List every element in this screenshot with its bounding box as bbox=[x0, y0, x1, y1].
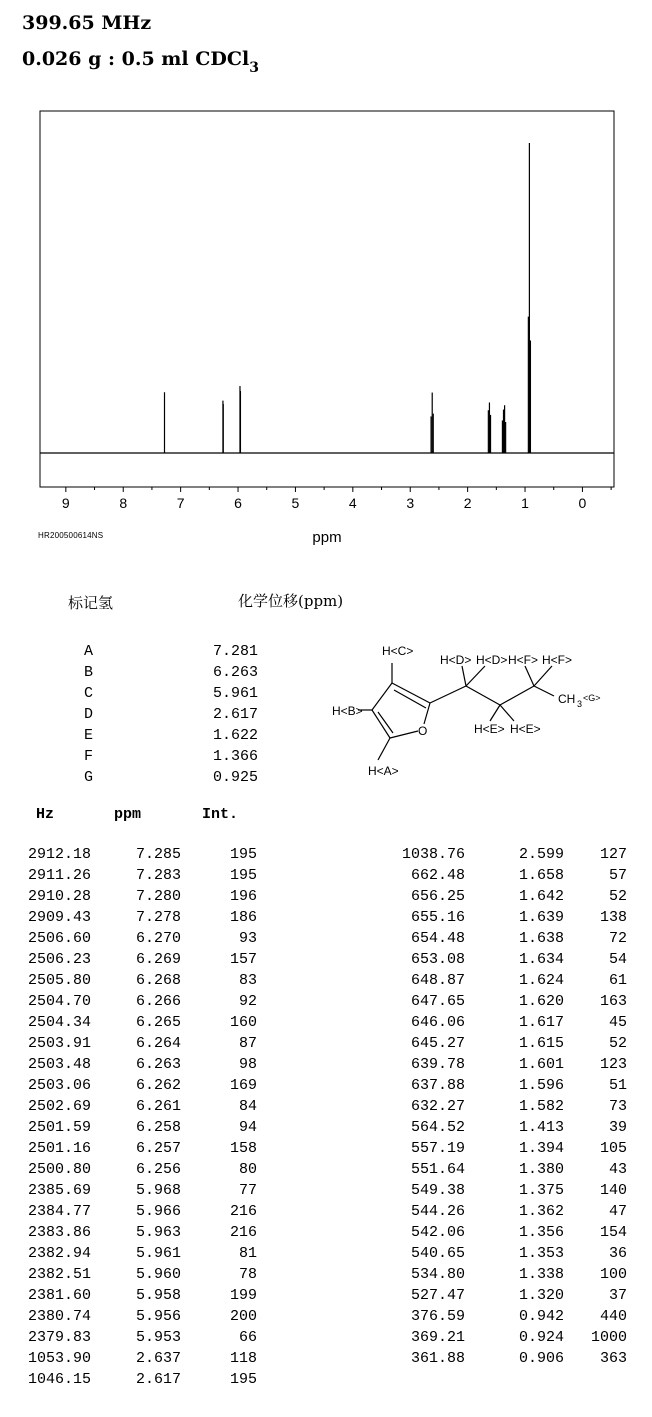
peak-ppm-cell: 6.261 bbox=[135, 1098, 181, 1115]
peak-ppm-cell: 6.262 bbox=[135, 1077, 181, 1094]
peak-hz-cell: 2911.26 bbox=[27, 867, 91, 884]
peak-table-row bbox=[0, 1140, 652, 1158]
assignment-label: A bbox=[84, 643, 94, 660]
peak-ppm-cell: 6.269 bbox=[135, 951, 181, 968]
peak-int-cell: 54 bbox=[608, 951, 627, 968]
peak-ppm-cell: 2.617 bbox=[135, 1371, 181, 1388]
peak-hz-cell: 2506.60 bbox=[27, 930, 91, 947]
peak-table-row bbox=[0, 1098, 652, 1116]
peak-hz-cell: 2381.60 bbox=[27, 1287, 91, 1304]
assignment-shift: 2.617 bbox=[212, 706, 258, 723]
peak-table-row bbox=[0, 1329, 652, 1347]
peak-int-cell: 81 bbox=[238, 1245, 257, 1262]
label-hd2: H<D> bbox=[476, 653, 508, 667]
x-axis-tick-label: 3 bbox=[406, 495, 415, 511]
peak-hz-cell: 2503.48 bbox=[27, 1056, 91, 1073]
peak-int-cell: 138 bbox=[599, 909, 627, 926]
peak-table-row bbox=[0, 1161, 652, 1179]
label-he2: H<E> bbox=[510, 722, 541, 736]
peak-hz-cell: 656.25 bbox=[410, 888, 465, 905]
x-axis-ticks bbox=[62, 487, 611, 511]
peak-int-cell: 61 bbox=[608, 972, 627, 989]
bond-chain-1 bbox=[430, 686, 466, 703]
assignment-label: G bbox=[84, 769, 94, 786]
assignment-shift: 0.925 bbox=[212, 769, 258, 786]
peak-hz-cell: 527.47 bbox=[410, 1287, 465, 1304]
peak-ppm-cell: 1.362 bbox=[518, 1203, 564, 1220]
peak-int-cell: 186 bbox=[229, 909, 257, 926]
x-axis-tick-label: 1 bbox=[521, 495, 529, 511]
label-hc: H<C> bbox=[382, 644, 414, 658]
x-axis-tick-label: 8 bbox=[119, 495, 128, 511]
peak-ppm-cell: 6.258 bbox=[135, 1119, 181, 1136]
peak-int-cell: 169 bbox=[229, 1077, 257, 1094]
assignment-shift-header: 化学位移(ppm) bbox=[238, 592, 344, 610]
peak-int-cell: 216 bbox=[229, 1203, 257, 1220]
peak-int-cell: 43 bbox=[608, 1161, 627, 1178]
label-ha: H<A> bbox=[368, 764, 399, 778]
peak-ppm-cell: 5.958 bbox=[135, 1287, 181, 1304]
peak-hz-cell: 648.87 bbox=[410, 972, 465, 989]
peak-hz-cell: 662.48 bbox=[410, 867, 465, 884]
label-ch3-sub: 3 bbox=[577, 699, 583, 709]
peak-hz-cell: 551.64 bbox=[410, 1161, 465, 1178]
peak-int-cell: 37 bbox=[608, 1287, 627, 1304]
peak-int-cell: 200 bbox=[229, 1308, 257, 1325]
peak-ppm-cell: 7.285 bbox=[135, 846, 181, 863]
peak-ppm-cell: 1.320 bbox=[518, 1287, 564, 1304]
peak-hz-cell: 2504.34 bbox=[27, 1014, 91, 1031]
nmr-spectrum-chart bbox=[0, 100, 652, 550]
peak-ppm-cell: 5.968 bbox=[135, 1182, 181, 1199]
peak-hz-cell: 2502.69 bbox=[27, 1098, 91, 1115]
peak-int-cell: 73 bbox=[608, 1098, 627, 1115]
peak-table-row bbox=[0, 1203, 652, 1221]
peak-table-row bbox=[0, 993, 652, 1011]
peak-ppm-cell: 7.278 bbox=[135, 909, 181, 926]
peak-ppm-cell: 2.599 bbox=[518, 846, 564, 863]
peak-ppm-cell: 1.642 bbox=[518, 888, 564, 905]
peak-table-row bbox=[0, 1056, 652, 1074]
peak-int-cell: 216 bbox=[229, 1224, 257, 1241]
x-axis-label: ppm bbox=[312, 529, 342, 546]
peak-ppm-cell: 5.961 bbox=[135, 1245, 181, 1262]
peak-hz-cell: 2501.16 bbox=[27, 1140, 91, 1157]
peak-table-row bbox=[0, 1245, 652, 1263]
bond-hd1 bbox=[462, 666, 466, 686]
peak-ppm-cell: 1.624 bbox=[518, 972, 564, 989]
label-hb: H<B> bbox=[332, 704, 363, 718]
bond-chain-2 bbox=[466, 686, 500, 705]
bond-he1 bbox=[490, 705, 500, 721]
peak-int-cell: 39 bbox=[608, 1119, 627, 1136]
peak-ppm-cell: 5.956 bbox=[135, 1308, 181, 1325]
peak-int-cell: 47 bbox=[608, 1203, 627, 1220]
peak-int-cell: 100 bbox=[599, 1266, 627, 1283]
assignment-label-header: 标记氢 bbox=[68, 594, 114, 612]
peak-ppm-cell: 1.638 bbox=[518, 930, 564, 947]
peak-ppm-cell: 6.257 bbox=[135, 1140, 181, 1157]
peak-int-cell: 158 bbox=[229, 1140, 257, 1157]
peak-hz-cell: 2505.80 bbox=[27, 972, 91, 989]
label-g: <G> bbox=[583, 693, 601, 703]
peak-int-cell: 87 bbox=[238, 1035, 257, 1052]
peak-hz-cell: 2383.86 bbox=[27, 1224, 91, 1241]
assignment-label: E bbox=[84, 727, 94, 744]
peak-ppm-cell: 1.639 bbox=[518, 909, 564, 926]
peak-int-cell: 160 bbox=[229, 1014, 257, 1031]
x-axis-tick-label: 5 bbox=[291, 495, 300, 511]
peak-hz-cell: 653.08 bbox=[410, 951, 465, 968]
peak-ppm-cell: 2.637 bbox=[135, 1350, 181, 1367]
peak-table-row bbox=[0, 909, 652, 927]
sample-description bbox=[22, 48, 259, 76]
peak-ppm-cell: 1.615 bbox=[518, 1035, 564, 1052]
peak-ppm-cell: 0.924 bbox=[518, 1329, 564, 1346]
peak-table-row bbox=[0, 1371, 652, 1389]
sample-subscript: 3 bbox=[249, 60, 259, 76]
bond-he2 bbox=[500, 705, 514, 721]
peak-hz-cell: 540.65 bbox=[410, 1245, 465, 1262]
assignment-shift: 1.366 bbox=[212, 748, 258, 765]
peak-table-row bbox=[0, 951, 652, 969]
peak-table-row bbox=[0, 1266, 652, 1284]
spectrometer-frequency: 399.65 MHz bbox=[22, 12, 152, 34]
peak-hz-cell: 2909.43 bbox=[27, 909, 91, 926]
peak-ppm-cell: 6.268 bbox=[135, 972, 181, 989]
assignment-shift: 5.961 bbox=[212, 685, 258, 702]
label-hf2: H<F> bbox=[542, 653, 573, 667]
peak-hz-cell: 2504.70 bbox=[27, 993, 91, 1010]
peak-hz-cell: 2500.80 bbox=[27, 1161, 91, 1178]
peak-int-cell: 66 bbox=[238, 1329, 257, 1346]
peak-hz-cell: 2379.83 bbox=[27, 1329, 91, 1346]
peak-hz-cell: 2382.51 bbox=[27, 1266, 91, 1283]
peak-hz-cell: 549.38 bbox=[410, 1182, 465, 1199]
peak-table-hz-header: Hz bbox=[36, 806, 55, 823]
bond-hf2 bbox=[534, 666, 552, 686]
peak-table-row bbox=[0, 1077, 652, 1095]
peak-hz-cell: 361.88 bbox=[410, 1350, 465, 1367]
peak-ppm-cell: 1.658 bbox=[518, 867, 564, 884]
peak-ppm-cell: 5.966 bbox=[135, 1203, 181, 1220]
peak-hz-cell: 557.19 bbox=[410, 1140, 465, 1157]
peak-hz-cell: 376.59 bbox=[410, 1308, 465, 1325]
peak-int-cell: 440 bbox=[599, 1308, 627, 1325]
peak-ppm-cell: 6.270 bbox=[135, 930, 181, 947]
peak-ppm-cell: 0.906 bbox=[518, 1350, 564, 1367]
peak-ppm-cell: 6.266 bbox=[135, 993, 181, 1010]
peak-int-cell: 363 bbox=[599, 1350, 627, 1367]
peak-hz-cell: 654.48 bbox=[410, 930, 465, 947]
peak-ppm-cell: 1.338 bbox=[518, 1266, 564, 1283]
peak-ppm-cell: 1.375 bbox=[518, 1182, 564, 1199]
peak-table-row bbox=[0, 888, 652, 906]
label-hf1: H<F> bbox=[508, 653, 539, 667]
peak-ppm-cell: 1.617 bbox=[518, 1014, 564, 1031]
bond-c0-o bbox=[390, 731, 418, 738]
peak-int-cell: 195 bbox=[229, 867, 257, 884]
assignment-label: B bbox=[84, 664, 94, 681]
peak-table-row bbox=[0, 1350, 652, 1368]
peak-hz-cell: 2912.18 bbox=[27, 846, 91, 863]
label-hd1: H<D> bbox=[440, 653, 472, 667]
peak-ppm-cell: 5.953 bbox=[135, 1329, 181, 1346]
peak-ppm-cell: 1.413 bbox=[518, 1119, 564, 1136]
peak-ppm-cell: 1.380 bbox=[518, 1161, 564, 1178]
peak-hz-cell: 655.16 bbox=[410, 909, 465, 926]
peak-ppm-cell: 5.963 bbox=[135, 1224, 181, 1241]
peak-table-row bbox=[0, 972, 652, 990]
peak-int-cell: 51 bbox=[608, 1077, 627, 1094]
peak-ppm-cell: 1.394 bbox=[518, 1140, 564, 1157]
peak-ppm-cell: 6.256 bbox=[135, 1161, 181, 1178]
peak-table-row bbox=[0, 1119, 652, 1137]
peak-hz-cell: 639.78 bbox=[410, 1056, 465, 1073]
peak-int-cell: 195 bbox=[229, 1371, 257, 1388]
peak-table-row bbox=[0, 867, 652, 885]
x-axis-tick-label: 0 bbox=[578, 495, 587, 511]
peak-hz-cell: 1053.90 bbox=[27, 1350, 91, 1367]
peak-ppm-cell: 1.634 bbox=[518, 951, 564, 968]
assignment-shift: 7.281 bbox=[212, 643, 258, 660]
peak-int-cell: 52 bbox=[608, 888, 627, 905]
peak-ppm-cell: 6.265 bbox=[135, 1014, 181, 1031]
peak-int-cell: 199 bbox=[229, 1287, 257, 1304]
peak-int-cell: 80 bbox=[238, 1161, 257, 1178]
peak-hz-cell: 2503.91 bbox=[27, 1035, 91, 1052]
peak-table-int-header: Int. bbox=[202, 806, 239, 823]
peak-int-cell: 84 bbox=[238, 1098, 257, 1115]
peak-hz-cell: 2380.74 bbox=[27, 1308, 91, 1325]
bond-chain-3 bbox=[500, 686, 534, 705]
assignment-shift: 6.263 bbox=[212, 664, 258, 681]
peak-int-cell: 154 bbox=[599, 1224, 627, 1241]
peak-hz-cell: 2506.23 bbox=[27, 951, 91, 968]
x-axis-tick-label: 4 bbox=[348, 495, 357, 511]
molecule-structure bbox=[320, 638, 620, 788]
peak-hz-cell: 534.80 bbox=[410, 1266, 465, 1283]
peak-int-cell: 94 bbox=[238, 1119, 257, 1136]
peak-int-cell: 72 bbox=[608, 930, 627, 947]
molecule-bonds bbox=[358, 663, 554, 760]
assignment-label: F bbox=[84, 748, 94, 765]
peak-int-cell: 163 bbox=[599, 993, 627, 1010]
label-o: O bbox=[418, 724, 428, 738]
peak-ppm-cell: 1.596 bbox=[518, 1077, 564, 1094]
x-axis-tick-label: 2 bbox=[463, 495, 472, 511]
peak-hz-cell: 646.06 bbox=[410, 1014, 465, 1031]
peak-int-cell: 83 bbox=[238, 972, 257, 989]
peak-int-cell: 195 bbox=[229, 846, 257, 863]
peak-hz-cell: 1038.76 bbox=[401, 846, 465, 863]
peak-int-cell: 45 bbox=[608, 1014, 627, 1031]
bond-hf1 bbox=[525, 666, 534, 686]
peak-hz-cell: 632.27 bbox=[410, 1098, 465, 1115]
peak-hz-cell: 564.52 bbox=[410, 1119, 465, 1136]
peak-int-cell: 57 bbox=[608, 867, 627, 884]
peak-table-row bbox=[0, 930, 652, 948]
peak-int-cell: 118 bbox=[229, 1350, 257, 1367]
peak-table-row bbox=[0, 846, 652, 864]
peak-hz-cell: 1046.15 bbox=[27, 1371, 91, 1388]
peak-int-cell: 157 bbox=[229, 951, 257, 968]
peak-hz-cell: 2382.94 bbox=[27, 1245, 91, 1262]
peak-hz-cell: 2503.06 bbox=[27, 1077, 91, 1094]
peak-table-row bbox=[0, 1224, 652, 1242]
peak-table-row bbox=[0, 1308, 652, 1326]
peak-ppm-cell: 6.263 bbox=[135, 1056, 181, 1073]
peak-hz-cell: 544.26 bbox=[410, 1203, 465, 1220]
x-axis-tick-label: 9 bbox=[61, 495, 70, 511]
peak-int-cell: 93 bbox=[238, 930, 257, 947]
peak-ppm-cell: 1.353 bbox=[518, 1245, 564, 1262]
peak-ppm-cell: 5.960 bbox=[135, 1266, 181, 1283]
peak-int-cell: 196 bbox=[229, 888, 257, 905]
bond-chain-4 bbox=[534, 686, 554, 696]
assignment-label: D bbox=[84, 706, 94, 723]
bond-h-a bbox=[378, 738, 390, 760]
peak-int-cell: 77 bbox=[238, 1182, 257, 1199]
peak-int-cell: 98 bbox=[238, 1056, 257, 1073]
peak-hz-cell: 542.06 bbox=[410, 1224, 465, 1241]
peak-ppm-cell: 1.356 bbox=[518, 1224, 564, 1241]
peak-ppm-cell: 1.582 bbox=[518, 1098, 564, 1115]
peak-ppm-cell: 7.280 bbox=[135, 888, 181, 905]
peak-table-row bbox=[0, 1014, 652, 1032]
peak-table-row bbox=[0, 1287, 652, 1305]
peak-int-cell: 1000 bbox=[590, 1329, 627, 1346]
peak-int-cell: 78 bbox=[238, 1266, 257, 1283]
sample-id: HR200500614NS bbox=[38, 531, 104, 540]
peak-ppm-cell: 7.283 bbox=[135, 867, 181, 884]
peak-int-cell: 140 bbox=[599, 1182, 627, 1199]
peak-int-cell: 52 bbox=[608, 1035, 627, 1052]
peak-int-cell: 127 bbox=[599, 846, 627, 863]
peak-ppm-cell: 1.620 bbox=[518, 993, 564, 1010]
x-axis-tick-label: 6 bbox=[234, 495, 242, 511]
peak-hz-cell: 645.27 bbox=[410, 1035, 465, 1052]
peak-hz-cell: 647.65 bbox=[410, 993, 465, 1010]
peak-ppm-cell: 6.264 bbox=[135, 1035, 181, 1052]
peak-table-ppm-header: ppm bbox=[114, 806, 142, 823]
bond-c3-o bbox=[424, 703, 430, 724]
peak-ppm-cell: 1.601 bbox=[518, 1056, 564, 1073]
peak-int-cell: 92 bbox=[238, 993, 257, 1010]
peak-int-cell: 123 bbox=[599, 1056, 627, 1073]
peak-hz-cell: 2384.77 bbox=[27, 1203, 91, 1220]
peak-int-cell: 105 bbox=[599, 1140, 627, 1157]
peak-table-row bbox=[0, 1035, 652, 1053]
label-ch3: CH bbox=[558, 692, 576, 706]
peak-ppm-cell: 0.942 bbox=[518, 1308, 564, 1325]
bond-c2-c1 bbox=[372, 683, 392, 710]
assignment-shift: 1.622 bbox=[212, 727, 258, 744]
spectrum-peaks bbox=[40, 143, 614, 453]
label-he1: H<E> bbox=[474, 722, 505, 736]
peak-hz-cell: 369.21 bbox=[410, 1329, 465, 1346]
peak-hz-cell: 2501.59 bbox=[27, 1119, 91, 1136]
peak-hz-cell: 2910.28 bbox=[27, 888, 91, 905]
peak-hz-cell: 637.88 bbox=[410, 1077, 465, 1094]
x-axis-tick-label: 7 bbox=[176, 495, 185, 511]
bond-hd2 bbox=[466, 666, 485, 686]
sample-text: 0.026 g : 0.5 ml CDCl bbox=[22, 48, 250, 70]
peak-table-row bbox=[0, 1182, 652, 1200]
assignment-label: C bbox=[84, 685, 94, 702]
peak-int-cell: 36 bbox=[608, 1245, 627, 1262]
peak-hz-cell: 2385.69 bbox=[27, 1182, 91, 1199]
